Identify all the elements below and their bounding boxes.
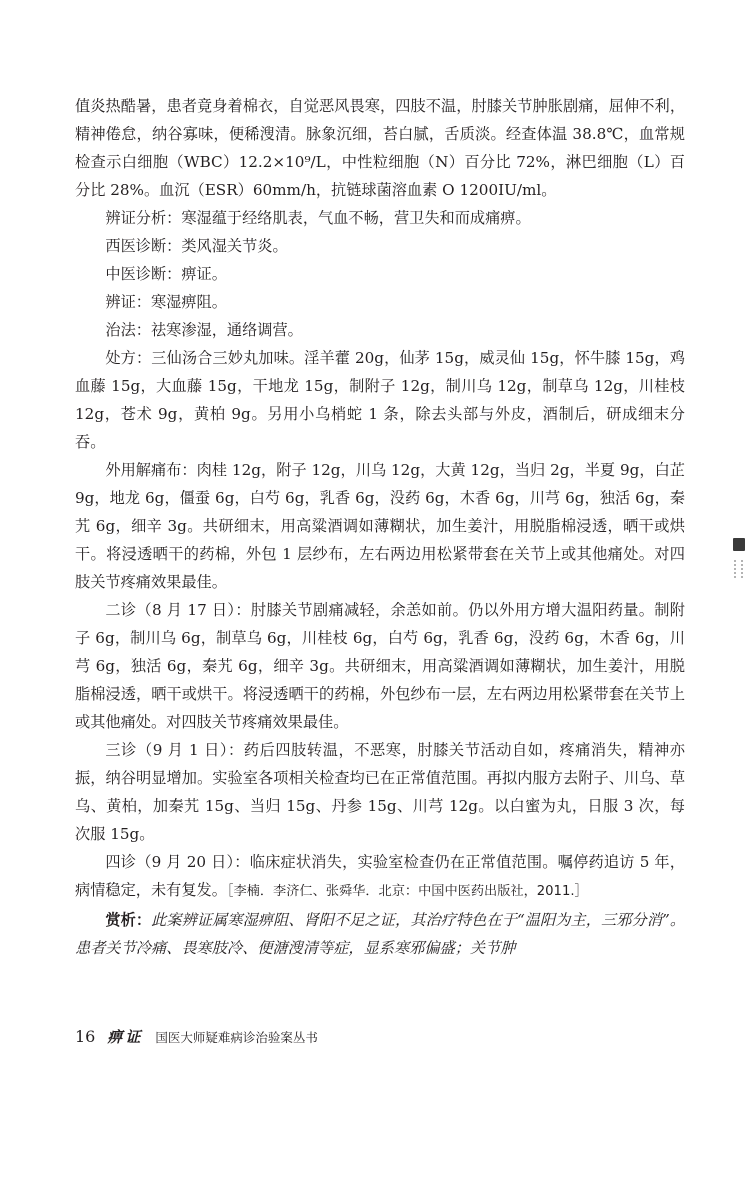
case-paragraph: 值炎热酷暑，患者竟身着棉衣，自觉恶风畏寒，四肢不温，肘膝关节肿胀剧痛，屈伸不利，精神倦怠，纳谷寡味，便稀溲清。脉象沉细，苔白腻，舌质淡。经查体温 38.8℃，血常规检查示白细胞（WBC）12.2×10⁹/L，中性粒细胞（N）百分比 72%，淋巴细胞（L）百分比 28%。血沉（ESR）60mm/h，抗链球菌溶血素 O 1200IU/ml。	[75, 97, 685, 199]
commentary	[75, 906, 685, 962]
third-visit: 三诊（9 月 1 日）：药后四肢转温，不恶寒，肘膝关节活动自如，疼痛消失，精神亦振，纳谷明显增加。实验室各项相关检查均已在正常值范围。再拟内服方去附子、川乌、草乌、黄柏，加秦艽 15g、当归 15g、丹参 15g、川芎 12g。以白蜜为丸，日服 3 次，每次服 15g。	[75, 741, 685, 843]
fourth-visit	[75, 848, 685, 906]
syndrome-differentiation: 辨证：寒湿痹阻。	[105, 293, 227, 311]
series-title: 国医大师疑难病诊治验案丛书	[155, 1030, 318, 1045]
tcm-diagnosis: 中医诊断：痹证。	[105, 265, 227, 283]
treatment-method: 治法：祛寒渗湿，通络调营。	[105, 321, 303, 339]
page-footer	[75, 1026, 318, 1047]
fourth-visit-text: 四诊（9 月 20 日）：临床症状消失，实验室检查仍在正常值范围。嘱停药追访 5 年，病情稳定，未有复发。	[75, 853, 685, 899]
syndrome-analysis: 辨证分析：寒湿蕴于经络肌表，气血不畅，营卫失和而成痛痹。	[105, 209, 531, 227]
body-text	[75, 92, 685, 962]
prescription: 处方：三仙汤合三妙丸加味。淫羊藿 20g，仙茅 15g，威灵仙 15g，怀牛膝 15g，鸡血藤 15g，大血藤 15g，干地龙 15g，制附子 12g，制川乌 12g，制草乌 12g，川桂枝 12g，苍术 9g，黄柏 9g。另用小乌梢蛇 1 条，除去头部与外皮，酒制后，研成细末分吞。	[75, 349, 685, 451]
chapter-tab-marker	[733, 538, 745, 551]
chapter-emblem: 痹证	[107, 1028, 144, 1046]
commentary-label: 赏析：	[105, 911, 152, 929]
chapter-tab-decoration	[734, 560, 743, 578]
commentary-text: 此案辨证属寒湿痹阻、肾阳不足之证，其治疗特色在于“温阳为主，三邪分消”。患者关节冷痛、畏寒肢冷、便溏溲清等症，显系寒邪偏盛；关节肿	[75, 911, 686, 957]
page-number: 16	[75, 1027, 96, 1046]
external-prescription: 外用解痛布：肉桂 12g，附子 12g，川乌 12g，大黄 12g，当归 2g，半夏 9g，白芷 9g，地龙 6g，僵蚕 6g，白芍 6g，乳香 6g，没药 6g，木香 6g，川芎 6g，独活 6g，秦艽 6g，细辛 3g。共研细末，用高粱酒调如薄糊状，加生姜汁，用脱脂棉浸透，晒干或烘干。将浸透晒干的药棉，外包 1 层纱布，左右两边用松紧带套在关节上或其他痛处。对四肢关节疼痛效果最佳。	[75, 461, 685, 591]
second-visit: 二诊（8 月 17 日）：肘膝关节剧痛减轻，余恙如前。仍以外用方增大温阳药量。制附子 6g，制川乌 6g，制草乌 6g，川桂枝 6g，白芍 6g，乳香 6g，没药 6g，木香 6g，川芎 6g，独活 6g，秦艽 6g，细辛 3g。共研细末，用高粱酒调如薄糊状，加生姜汁，用脱脂棉浸透，晒干或烘干。将浸透晒干的药棉，外包纱布一层，左右两边用松紧带套在关节上或其他痛处。对四肢关节疼痛效果最佳。	[75, 601, 685, 731]
reference-citation: ［李楠．李济仁、张舜华．北京：中国中医药出版社，2011.］	[226, 884, 588, 899]
western-diagnosis: 西医诊断：类风湿关节炎。	[105, 237, 288, 255]
